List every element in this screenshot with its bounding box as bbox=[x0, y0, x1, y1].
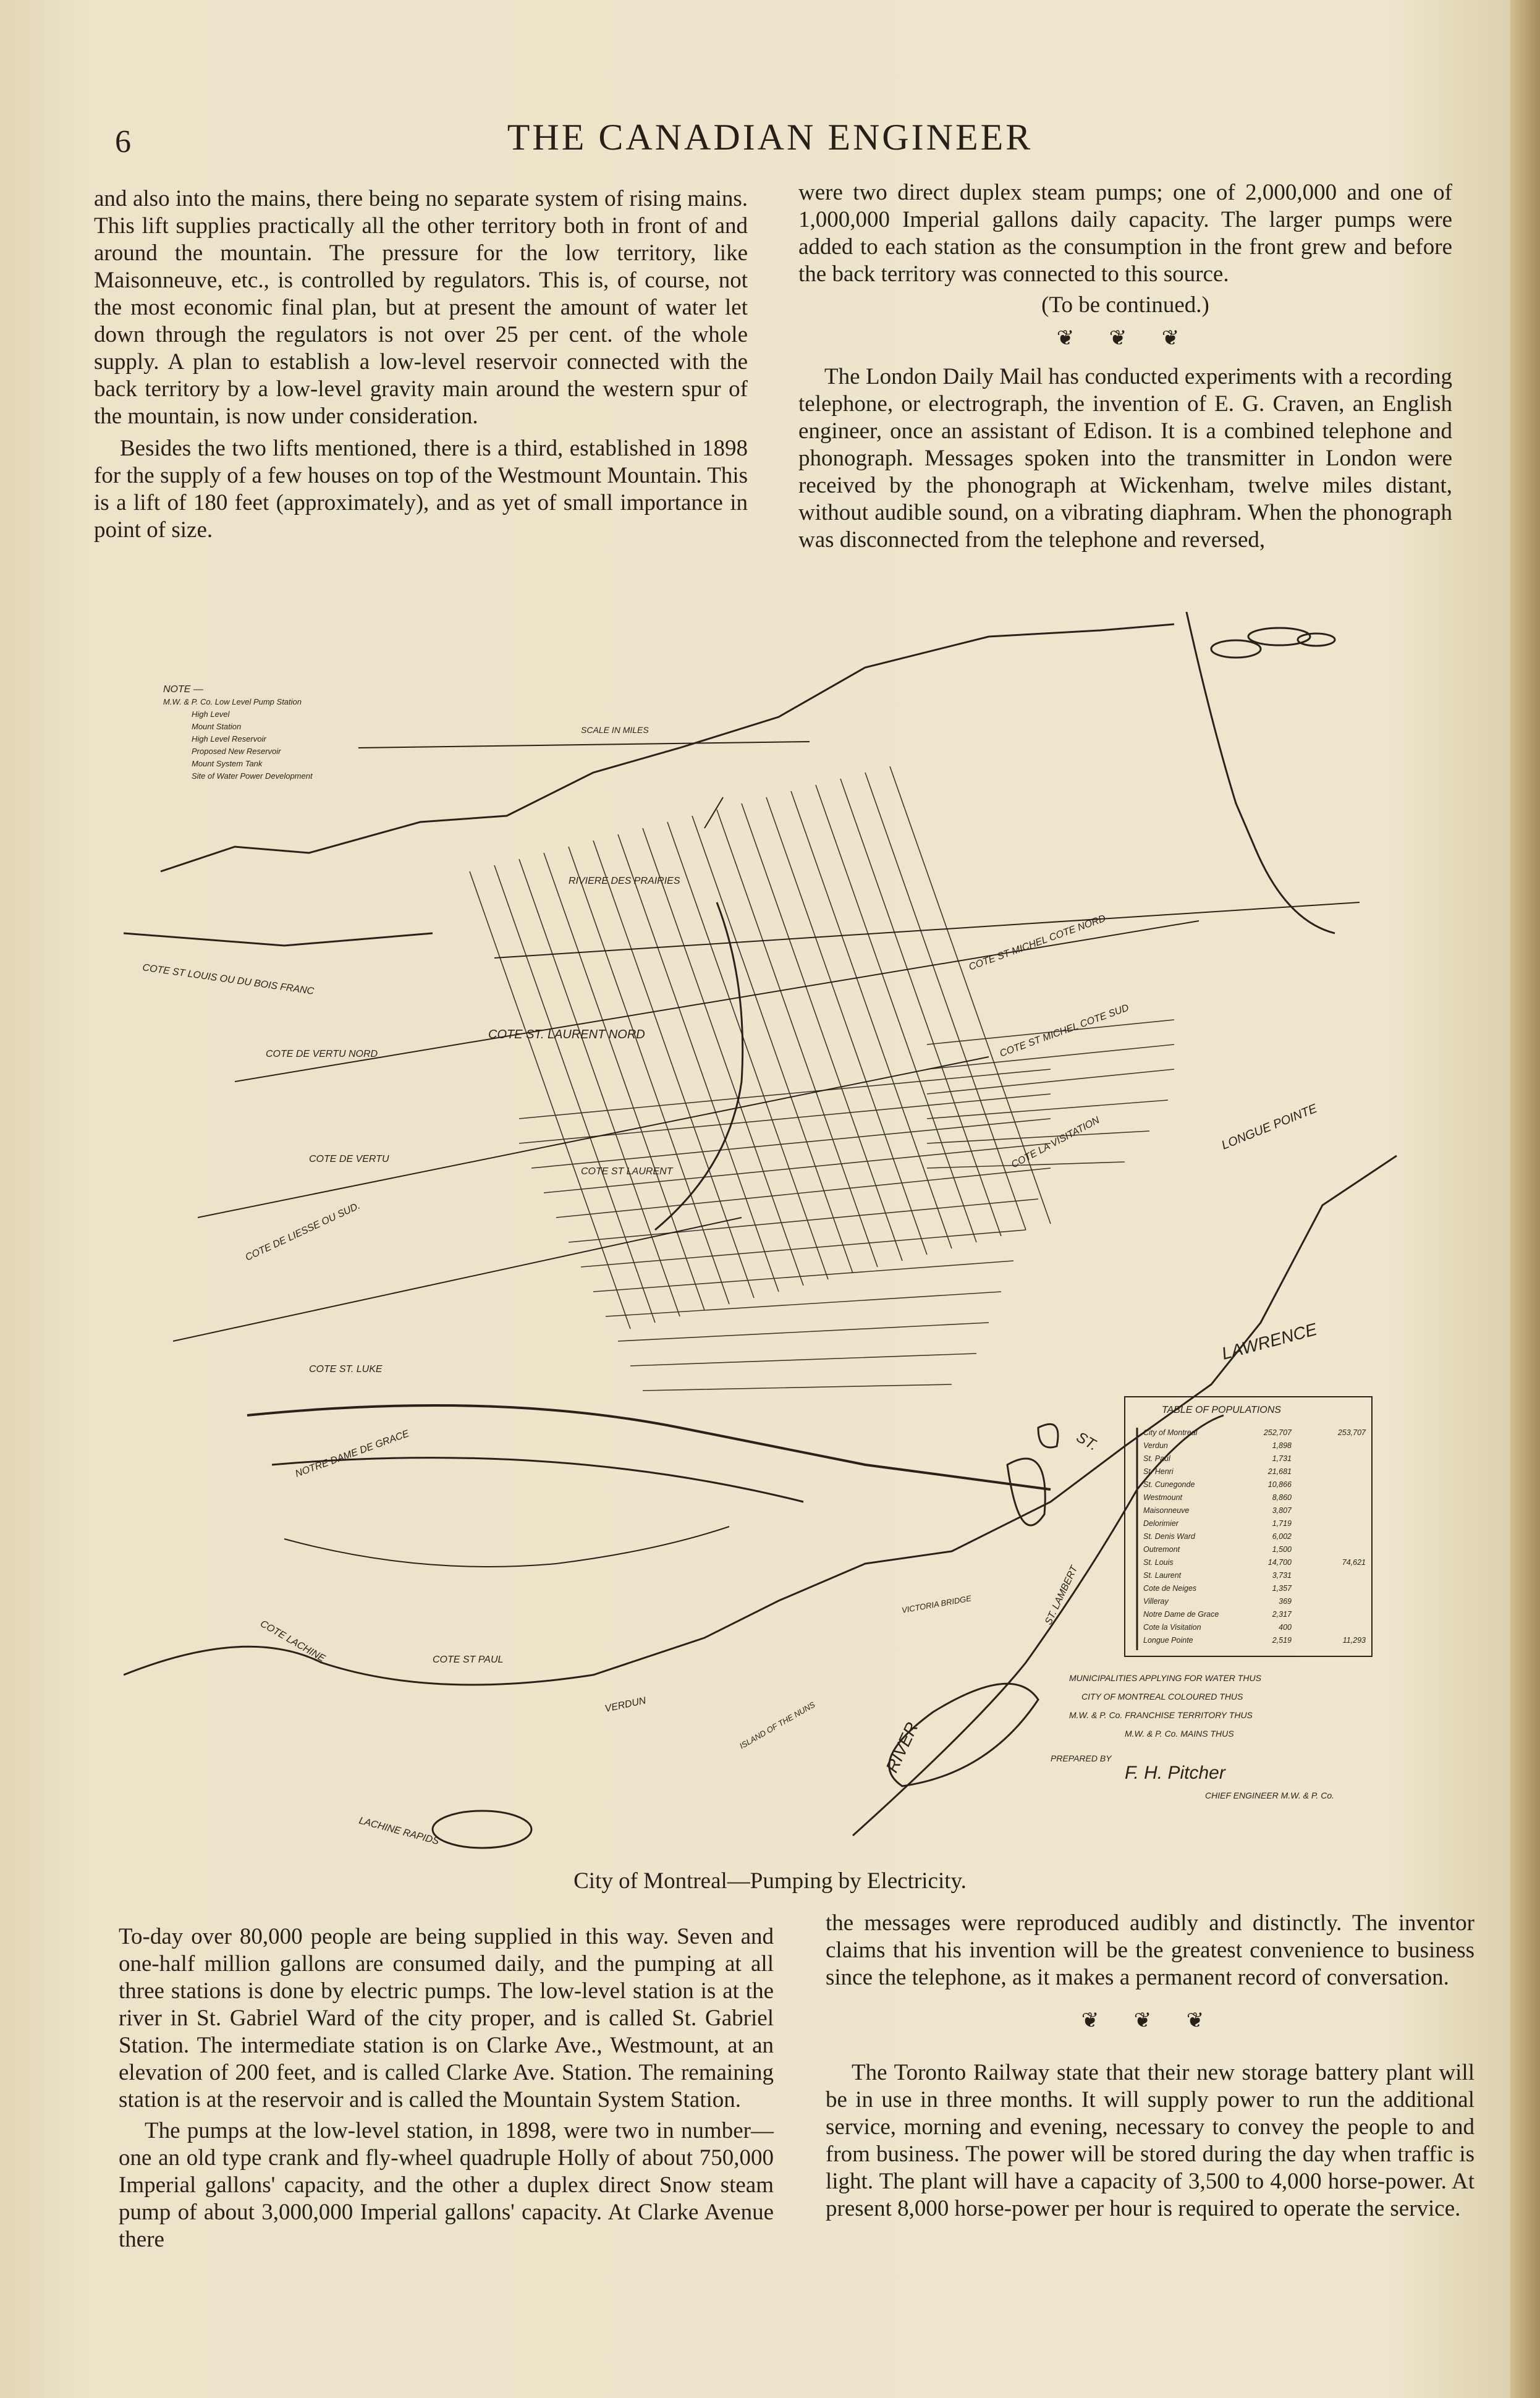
top-left-column bbox=[94, 185, 748, 544]
map-note-line: Site of Water Power Development bbox=[192, 771, 313, 781]
population-row bbox=[1143, 1428, 1366, 1437]
population-row bbox=[1143, 1571, 1292, 1580]
map-label: COTE ST MICHEL COTE NORD bbox=[967, 913, 1107, 973]
map-label: ST. LAMBERT bbox=[1043, 1564, 1080, 1627]
map-label: COTE ST LOUIS OU DU BOIS FRANC bbox=[142, 962, 315, 997]
journal-title: THE CANADIAN ENGINEER bbox=[507, 117, 1033, 158]
population-pop: 3,731 bbox=[1272, 1571, 1292, 1580]
population-total: 11,293 bbox=[1342, 1636, 1366, 1645]
population-row bbox=[1143, 1493, 1292, 1502]
map-label: COTE ST MICHEL COTE SUD bbox=[998, 1002, 1131, 1059]
section-ornament: ❦ ❦ ❦ bbox=[1081, 2009, 1219, 2032]
population-name: Outremont bbox=[1143, 1545, 1180, 1554]
prepared-by: PREPARED BY bbox=[1051, 1753, 1112, 1763]
small-island bbox=[1038, 1424, 1058, 1447]
west-boundary bbox=[124, 933, 433, 946]
signer-title: CHIEF ENGINEER M.W. & P. Co. bbox=[1205, 1790, 1335, 1800]
page-number: 6 bbox=[115, 124, 131, 159]
map-label: LONGUE POINTE bbox=[1219, 1101, 1319, 1153]
paragraph: The pumps at the low-level station, in 1898, were two in number—one an old type crank and fly-wheel quadruple Holly of about 750,000 Imperial gallons' capacity, and the other a duplex direct Snow steam pump of about 3,000,000 Imperial gallons' capacity. At Clarke Avenue there bbox=[119, 2118, 774, 2252]
street-grid bbox=[470, 766, 1174, 1391]
population-name: St. Cunegonde bbox=[1143, 1480, 1195, 1489]
population-pop: 1,719 bbox=[1272, 1519, 1292, 1528]
paragraph: The London Daily Mail has conducted experiments with a recording telephone, or electrograph, the invention of E. G. Craven, an English engineer, once an assistant of Edison. It is a combined telephone and phonograph. Messages spoken into the transmitter in London were received by the phonograph at Wickenham, twelve miles distant, without audible sound, on a vibrating diaphram. When the phonograph was disconnected from the telephone and reversed, bbox=[798, 364, 1452, 553]
population-row bbox=[1143, 1532, 1292, 1541]
population-total: 253,707 bbox=[1337, 1428, 1366, 1437]
paragraph: Besides the two lifts mentioned, there is a third, established in 1898 for the supply of a few houses on top of the Westmount Mountain. This is a lift of 180 feet (approximately), and as yet of small importance in point of size. bbox=[94, 436, 748, 543]
island bbox=[1298, 633, 1335, 646]
signature: F. H. Pitcher bbox=[1125, 1763, 1225, 1783]
population-row bbox=[1143, 1519, 1292, 1528]
population-name: St. Paul bbox=[1143, 1454, 1170, 1463]
map-note-line: High Level bbox=[192, 710, 230, 719]
north-arrow bbox=[704, 797, 723, 828]
map-note-line: High Level Reservoir bbox=[192, 734, 266, 744]
paragraph: To-day over 80,000 people are being supplied in this way. Seven and one-half million gallons are consumed daily, and the pumping at all three stations is done by electric pumps. The low-level station is at the river in St. Gabriel Ward of the city proper, and is called St. Gabriel Station. The intermediate station is on Clarke Ave., Westmount, at an elevation of 200 feet, and is called Clarke Ave. Station. The remaining station is at the reservoir and is called the Mountain System Station. bbox=[119, 1924, 774, 2112]
map-label: COTE LA VISITATION bbox=[1009, 1114, 1102, 1171]
population-total: 74,621 bbox=[1342, 1558, 1366, 1567]
cote-road-2 bbox=[235, 921, 1199, 1082]
bottom-left-column bbox=[119, 1923, 774, 2253]
population-row bbox=[1143, 1506, 1292, 1515]
population-name: Westmount bbox=[1143, 1493, 1182, 1502]
northern-shoreline bbox=[161, 624, 1174, 871]
paragraph: and also into the mains, there being no separate system of rising mains. This lift supplies practically all the other territory both in front of and around the mountain. The pressure for the low territory, like Maisonneuve, etc., is controlled by regulators. This is, of course, not the most economic final plan, but at present the amount of water let down through the regulators is not over 25 per cent. of the whole supply. A plan to establish a low-level reservoir connected with the back territory by a low-level gravity main around the western spur of the mountain, is now under consideration. bbox=[94, 186, 748, 429]
population-pop: 369 bbox=[1279, 1597, 1292, 1606]
legend-item: M.W. & P. Co. MAINS THUS bbox=[1125, 1729, 1234, 1739]
page-edge bbox=[1510, 0, 1540, 2398]
cote-road-3 bbox=[198, 1057, 989, 1218]
population-row bbox=[1143, 1441, 1292, 1450]
population-pop: 10,866 bbox=[1267, 1480, 1292, 1489]
population-pop: 252,707 bbox=[1263, 1428, 1292, 1437]
population-pop: 14,700 bbox=[1267, 1558, 1292, 1567]
map-label: LACHINE RAPIDS bbox=[357, 1815, 441, 1847]
population-pop: 3,807 bbox=[1272, 1506, 1292, 1515]
population-name: St. Denis Ward bbox=[1143, 1532, 1195, 1541]
population-name: St. Henri bbox=[1143, 1467, 1174, 1476]
map-label: ST. bbox=[1073, 1428, 1101, 1454]
map-label: COTE DE LIESSE OU SUD. bbox=[243, 1200, 362, 1263]
scale-label: SCALE IN MILES bbox=[581, 725, 649, 735]
eastern-shoreline bbox=[1187, 612, 1335, 933]
map-label: LAWRENCE bbox=[1219, 1319, 1319, 1363]
population-pop: 6,002 bbox=[1272, 1532, 1292, 1541]
map-label: NOTRE DAME DE GRACE bbox=[294, 1428, 411, 1480]
population-pop: 21,681 bbox=[1267, 1467, 1292, 1476]
legend-item: CITY OF MONTREAL COLOURED THUS bbox=[1081, 1692, 1243, 1701]
paragraph: the messages were reproduced audibly and distinctly. The inventor claims that his invention will be the greatest convenience to business since the telephone, as it makes a permanent record of conversation. bbox=[826, 1910, 1474, 1990]
page-header bbox=[0, 111, 1540, 167]
bottom-right-column bbox=[826, 1910, 1474, 2222]
map-note-line: Proposed New Reservoir bbox=[192, 747, 281, 756]
legend-item: M.W. & P. Co. FRANCHISE TERRITORY THUS bbox=[1069, 1710, 1253, 1720]
map-label: COTE DE VERTU bbox=[309, 1154, 389, 1164]
scale-bar bbox=[358, 742, 810, 748]
paragraph: were two direct duplex steam pumps; one of 2,000,000 and one of 1,000,000 Imperial gallons daily capacity. The larger pumps were added to each station as the consumption in the front grew and before the back territory was connected to this source. bbox=[798, 180, 1452, 287]
population-pop: 400 bbox=[1279, 1623, 1292, 1632]
map-note-title: NOTE — bbox=[163, 684, 203, 695]
population-pop: 1,357 bbox=[1272, 1584, 1292, 1593]
population-name: St. Laurent bbox=[1143, 1571, 1182, 1580]
population-name: City of Montreal bbox=[1143, 1428, 1198, 1437]
population-pop: 2,519 bbox=[1272, 1636, 1292, 1645]
map-note-line: Mount Station bbox=[192, 722, 242, 731]
island bbox=[1211, 640, 1261, 658]
map-label: COTE ST. LAURENT NORD bbox=[488, 1028, 645, 1041]
population-pop: 1,500 bbox=[1272, 1545, 1292, 1554]
to-be-continued: (To be continued.) bbox=[1041, 292, 1209, 318]
population-row bbox=[1143, 1610, 1292, 1619]
aqueduct bbox=[284, 1527, 729, 1567]
map-label: RIVIERE DES PRAIRIES bbox=[569, 876, 680, 886]
map-label: COTE LACHINE bbox=[258, 1618, 327, 1664]
map-label: VERDUN bbox=[604, 1695, 647, 1714]
population-row bbox=[1143, 1623, 1292, 1632]
heron-island bbox=[433, 1811, 531, 1848]
map-label: COTE ST PAUL bbox=[433, 1654, 504, 1665]
table-title: TABLE OF POPULATIONS bbox=[1162, 1405, 1281, 1415]
population-row bbox=[1143, 1597, 1292, 1606]
st-lawrence-north-shore bbox=[124, 1156, 1397, 1685]
population-row bbox=[1143, 1636, 1366, 1645]
map-note-line: M.W. & P. Co. Low Level Pump Station bbox=[163, 697, 302, 706]
lachine-canal bbox=[272, 1458, 803, 1502]
map-note-line: Mount System Tank bbox=[192, 759, 263, 768]
population-pop: 8,860 bbox=[1272, 1493, 1292, 1502]
figure-caption: City of Montreal—Pumping by Electricity. bbox=[573, 1868, 967, 1894]
population-name: Maisonneuve bbox=[1143, 1506, 1190, 1515]
population-row bbox=[1143, 1584, 1292, 1593]
montreal-map bbox=[124, 612, 1458, 1866]
paragraph: The Toronto Railway state that their new storage battery plant will be in use in three months. It will supply power to run the additional service, morning and evening, necessary to convey the people to and from business. The power will be stored during the day when traffic is light. The plant will have a capacity of 3,500 to 4,000 horse-power. At present 8,000 horse-power per hour is required to operate the service. bbox=[826, 2060, 1474, 2221]
population-name: St. Louis bbox=[1143, 1558, 1174, 1567]
population-row bbox=[1143, 1558, 1366, 1567]
population-name: Longue Pointe bbox=[1143, 1636, 1193, 1645]
population-name: Villeray bbox=[1143, 1597, 1169, 1606]
population-row bbox=[1143, 1480, 1292, 1489]
population-name: Notre Dame de Grace bbox=[1143, 1610, 1219, 1619]
population-pop: 1,731 bbox=[1272, 1454, 1292, 1463]
population-name: Cote la Visitation bbox=[1143, 1623, 1201, 1632]
map-label: COTE DE VERTU NORD bbox=[266, 1049, 378, 1059]
section-ornament: ❦ ❦ ❦ bbox=[1056, 327, 1195, 350]
population-name: Delorimier bbox=[1143, 1519, 1178, 1528]
population-name: Cote de Neiges bbox=[1143, 1584, 1197, 1593]
map-label: COTE ST. LUKE bbox=[309, 1364, 383, 1375]
st-helen-island bbox=[1007, 1459, 1045, 1525]
map-label: RIVER bbox=[882, 1719, 922, 1776]
population-row bbox=[1143, 1454, 1292, 1463]
population-row bbox=[1143, 1467, 1292, 1476]
population-pop: 1,898 bbox=[1272, 1441, 1292, 1450]
top-right-column bbox=[798, 179, 1452, 554]
map-label: COTE ST LAURENT bbox=[581, 1166, 673, 1177]
population-pop: 2,317 bbox=[1272, 1610, 1292, 1619]
population-name: Verdun bbox=[1143, 1441, 1168, 1450]
cote-road-4 bbox=[173, 1218, 742, 1341]
map-label: ISLAND OF THE NUNS bbox=[738, 1700, 817, 1751]
population-row bbox=[1143, 1545, 1292, 1554]
legend-item: MUNICIPALITIES APPLYING FOR WATER THUS bbox=[1069, 1673, 1261, 1683]
map-label: VICTORIA BRIDGE bbox=[900, 1593, 972, 1615]
